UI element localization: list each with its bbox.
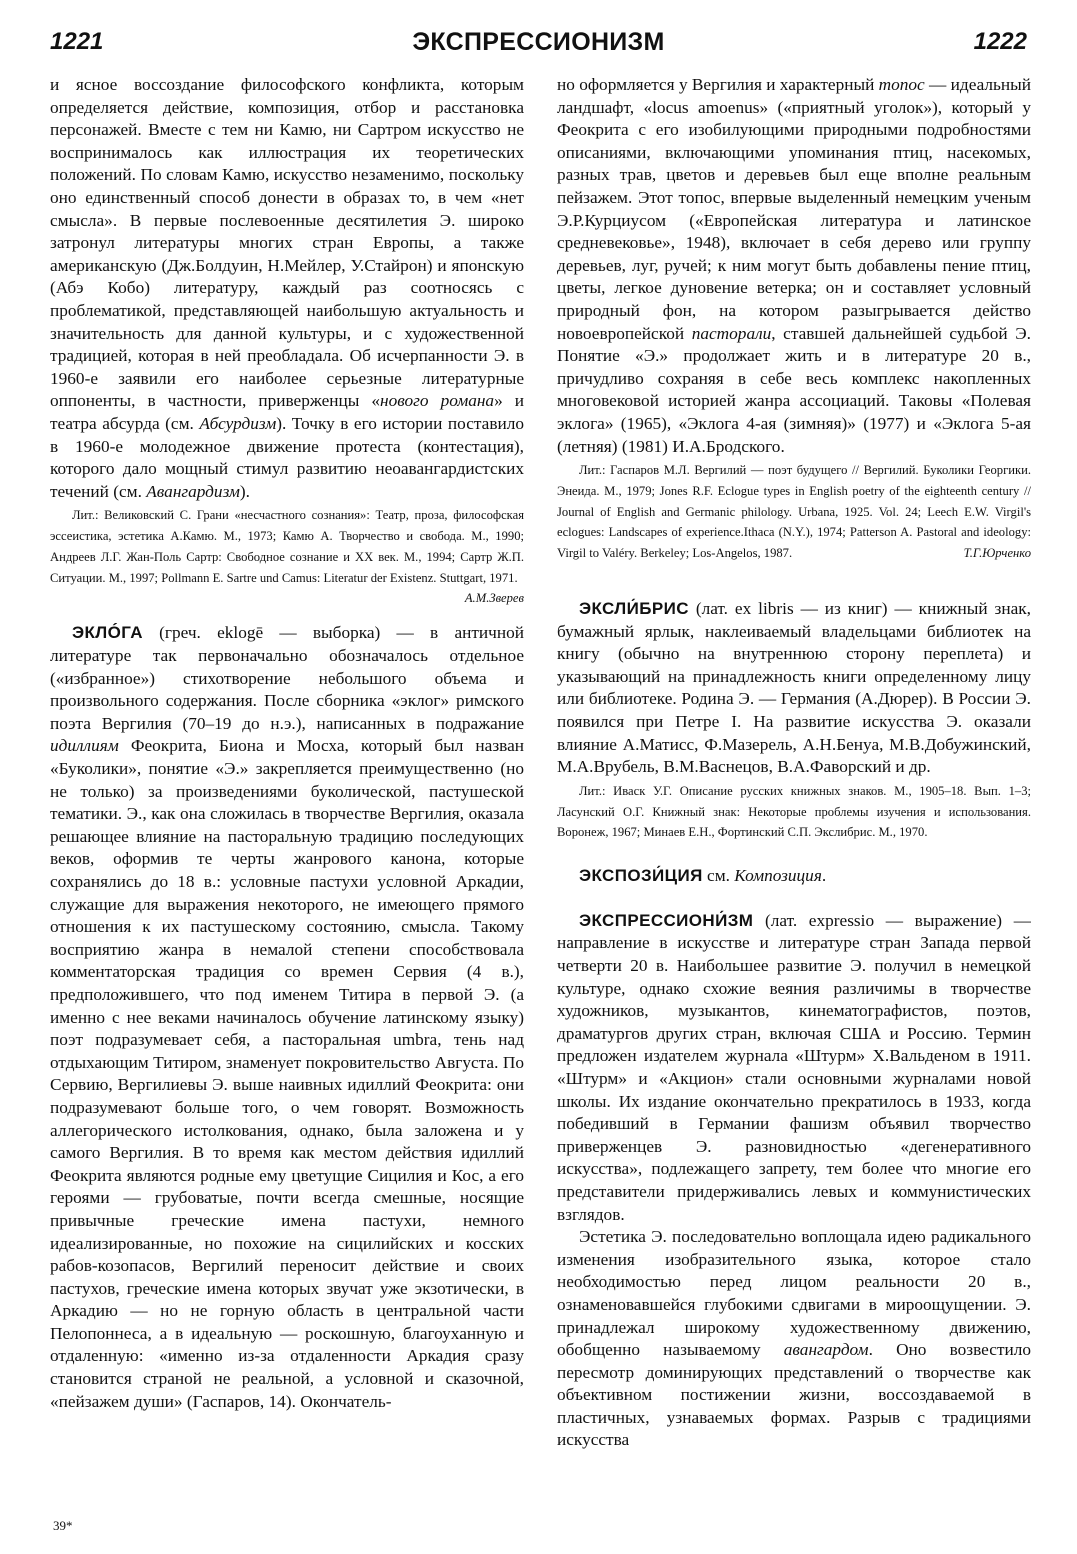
paragraph-existentialism-end: и ясное воссоздание философского конфликта, которым определяется действие, композиция, отбор и расстановка персонажей. Вместе с тем ни Камю, ни Сартром искусство не воспринималось как иллюстрация их теоретических положений. По словам Камю, искусство незаменимо, поскольку оно единственный способ донести в образах то, в чем «нет смысла». В первые послевоенные десятилетия Э. широко затронул литературы многих стран Европы, а также американскую (Дж.Болдуин, Н.Мейлер, У.Стайрон) и японскую (Абэ Кобо) литературу, каждый раз соотносясь с проблематикой, представляющей наибольшую актуальность и значительность для данной культуры, и с художественной традицией, которая в ней преобладала. Об исчерпанности Э. в 1960-е заявили его наиболее серьезные литературные оппоненты, в частности, приверженцы «нового романа» и театра абсурда (см. Абсурдизм). Точку в его истории поставило в 1960-е молодежное движение протеста (контестация), которого дало мощный стимул развитию неоавангардистских течений (см. Авангардизм).	[50, 75, 524, 501]
page-number-left: 1221	[50, 28, 104, 55]
right-column	[557, 74, 1031, 1514]
article-author: Т.Г.Юрченко	[963, 546, 1031, 561]
entry-ecloga: ЭКЛÓГА (греч. eklogē — выборка) — в античной литературе так первоначально обозначалось отдельное («избранное») стихотворение небольшого объема и произвольного содержания. После сборника «эклог» римского поэта Вергилия (70–19 до н.э.), написанных в подражание идиллиям Феокрита, Биона и Мосха, который был назван «Буколики», понятие «Э.» закрепляется преимущественно (но не только) за произведениями буколической, пастушеской тематики. Э., как она сложилась в творчестве Вергилия, оказала решающее влияние на пасторальную традицию последующих веков, оформив те черты жанрового канона, которые сохранялись до 18 в.: условные пастухи условной Аркадии, служащие для выражения некоторого, не имеющего прямого отношения к их пастушескому состоянию, смысла. Такому восприятию жанра в немалой степени способствовала комментаторская традиция со времен Сервия (4 в.), предположившего, что под именем Титира в первой Э. (а именно с нее веками начиналось обучение латинскому языку) поэт подразумевает себя, а пасторальная umbra, тень над отдыхающим Титиром, знаменует покровительство Августа. По Сервию, Вергилиевы Э. выше наивных идиллий Феокрита: они подразумевают больше того, о чем говорят. Возможность аллегорического истолкования, однако, была заложена и у самого Вергилия. В то время как местом действия идиллий Феокрита являются родные ему цветущие Сицилия и Кос, а его героями — грубоватые, почти всегда смешные, носящие привычные греческие имена пастухи, немного идеализированные, но похожие на сицилийских и косских рабов-козопасов, Вергилий переносит действие и своих пастухов, греческие имена которых звучат уже экзотически, в Аркадию — но не горную область в центральной части Пелопоннеса, а в идеальную — роскошную, благоуханную и отдаленную: «именно из-за отдаленности Аркадия сразу становится страной не реальной, а условной и сказочной, «пейзажем души» (Гаспаров, 14). Окончатель-	[50, 623, 524, 1411]
entry-heading-exlibris: ЭКСЛИ́БРИС	[579, 599, 689, 619]
bibliography-ecloga: Лит.: Гаспаров М.Л. Вергилий — поэт будущего // Вергилий. Буколики Георгики. Энеида. М., 1979; Jones R.F. Eclogue types in English poetry of the eighteenth century // Journal of English and Germanic philology. Urbana, 1925. Vol. 24; Leech E.W. Virgil's eclogues: Landscapes of experience.Ithaca (N.Y.), 1974; Patterson A. Pastoral and ideology: Virgil to Valéry. Berkeley; Los-Angelos, 1987. Т.Г.Юрченко	[557, 460, 1031, 564]
entry-heading-exposition: ЭКСПОЗИ́ЦИЯ	[579, 866, 703, 886]
entry-heading-expressionism: ЭКСПРЕССИОНИ́ЗМ	[579, 910, 754, 930]
paragraph-ecloga-end: но оформляется у Вергилия и характерный топос — идеальный ландшафт, «locus amoenus» («приятный уголок»), который у Феокрита с его изобилующими природными подробностями описаниями, включающими упоминания птиц, насекомых, разных трав, цветов и деревьев был еще вполне реальным пейзажем. Этот топос, впервые выделенный немецким ученым Э.Р.Курциусом («Европейская литература и латинское средневековье», 1948), включает в себя дерево или группу деревьев, луг, ручей; к ним могут быть добавлены пение птиц, цветы, легкое дуновение ветерка; он и составляет условный природный фон, на котором разыгрывается действо новоевропейской пасторали, ставшей дальнейшей судьбой Э. Понятие «Э.» продолжает жить и в литературе 20 в., причудливо сохраняя в себе весь комплекс накопленных многовековой историей жанра ассоциаций. Таковы «Полевая эклога» (1965), «Эклога 4-ая (зимняя)» (1977) и «Эклога 5-ая (летняя) (1981) И.А.Бродского.	[557, 75, 1031, 456]
entry-exposition: ЭКСПОЗИ́ЦИЯ см. Композиция.	[579, 866, 827, 886]
cross-reference: Композиция	[734, 866, 822, 886]
left-column	[50, 74, 524, 1514]
entry-expressionism: ЭКСПРЕССИОНИ́ЗМ (лат. expressio — выражение) — направление в искусстве и литературе стран Запада первой четверти 20 в. Наибольшее развитие Э. получил в немецкой культуре, однако схожие веяния различимы в творчестве художников, музыкантов, кинематографистов, поэтов, драматургов других стран, включая США и Россию. Термин предложен издателем журнала «Штурм» Х.Вальденом в 1911. «Штурм» и «Акцион» стали основными журналами новой школы. Их издание окончательно прекратилось в 1933, когда победивший в Германии фашизм объявил творчество приверженцев Э. разновидностью «дегенеративного искусства», подлежащего запрету, тем более что многие его представители придерживались левых и коммунистических взглядов.	[557, 910, 1031, 1224]
bibliography-existentialism: Лит.: Великовский С. Грани «несчастного сознания»: Театр, проза, философская эссеистика, эстетика А.Камю. М., 1973; Камю А. Творчество и свобода. М., 1990; Андреев Л.Г. Жан-Поль Сартр: Свободное сознание и XX век. М., 1994; Сартр Ж.П. Ситуации. М., 1997; Pollmann E. Sartre und Camus: Literatur der Existenz. Stuttgart, 1971. А.М.Зверев	[50, 505, 524, 588]
running-title: ЭКСПРЕССИОНИЗМ	[412, 28, 665, 56]
article-author: А.М.Зверев	[464, 591, 524, 606]
entry-exlibris: ЭКСЛИ́БРИС (лат. ex libris — из книг) — книжный знак, бумажный ярлык, наклеиваемый владельцами библиотек на книгу (обычно на внутреннюю сторону переплета) и указывающий на принадлежность книги определенному лицу или библиотеке. Родина Э. — Германия (А.Дюрер). В России Э. появился при Петре I. На развитие искусства Э. оказали влияние А.Матисс, Ф.Мазерель, А.Н.Бенуа, М.В.Добужинский, М.А.Врубель, В.М.Васнецов, В.А.Фаворский и др.	[557, 599, 1031, 777]
page-header	[0, 0, 1077, 74]
paragraph-expressionism-2: Эстетика Э. последовательно воплощала идею радикального изменения изобразительного языка, которое стало необходимостью перед лицом реальности 20 в., ознаменовавшейся глубокими сдвигами в мироощущении. Э. принадлежал широкому художественному движению, обобщенно называемому авангардом. Оно возвестило пересмотр доминирующих представлений о творчестве как объективном постижении жизни, воссоздаваемой в пластичных, узнаваемых формах. Разрыв с традициями искусства	[557, 1227, 1031, 1450]
entry-heading-ecloga: ЭКЛÓГА	[72, 623, 143, 643]
page-number-right: 1222	[973, 28, 1027, 55]
bibliography-exlibris: Лит.: Иваск У.Г. Описание русских книжных знаков. М., 1905–18. Вып. 1–3; Ласунский О.Г. Книжный знак: Некоторые проблемы изучения и использования. Воронеж, 1967; Минаев Е.Н., Фортинский С.П. Экслибрис. М., 1970.	[557, 783, 1031, 840]
printer-signature: 39*	[53, 1518, 73, 1533]
